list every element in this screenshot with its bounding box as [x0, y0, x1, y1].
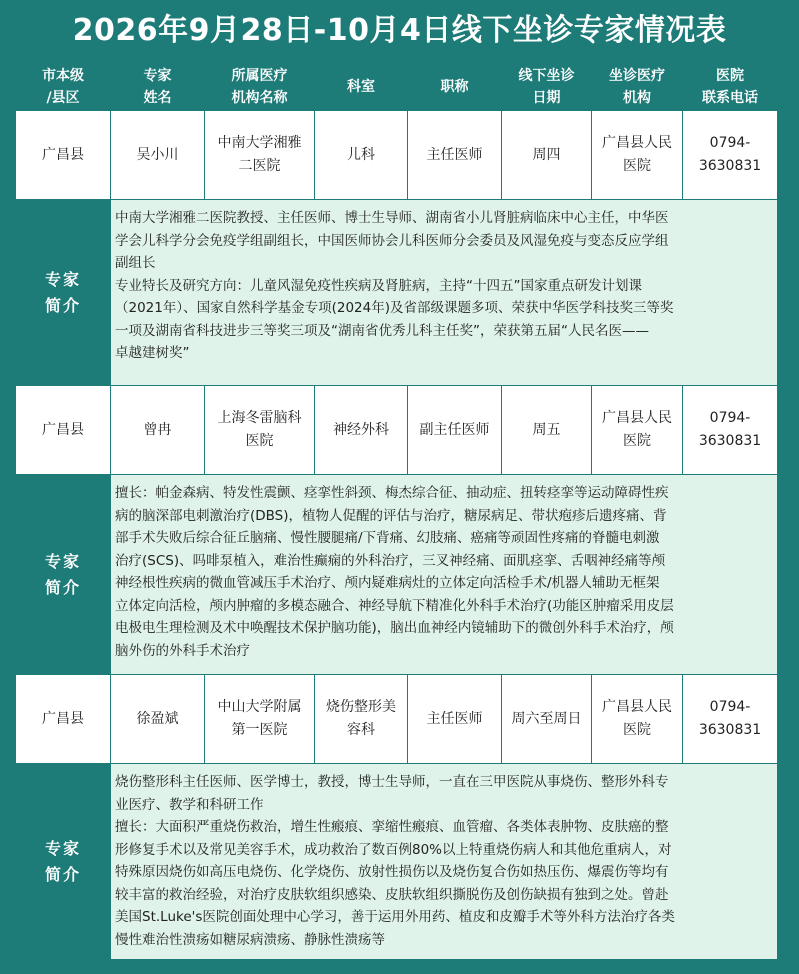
text-line: 神经外科	[333, 421, 389, 438]
intro-label	[16, 475, 111, 675]
header-institution	[205, 63, 315, 111]
county-cell: 广昌县	[16, 386, 111, 475]
text-line: 立体定向活检，颅内肿瘤的多模态融合、神经导航下精准化外科手术治疗(功能区肿瘤采用皮层	[115, 597, 674, 614]
text-line: 医院	[716, 67, 744, 84]
text-line: 广昌县人民	[602, 410, 672, 426]
institution-cell	[205, 675, 315, 764]
header-clinic	[592, 63, 683, 111]
text-line: 慢性难治性溃疡如糖尿病溃疡、静脉性溃疡等	[115, 931, 385, 948]
text-line: 0794-	[709, 135, 751, 151]
text-line: 坐诊医疗	[609, 67, 665, 84]
text-line: 二医院	[238, 158, 281, 174]
text-line: 医院	[623, 722, 651, 738]
text-line: 职称	[440, 78, 469, 95]
text-line: 神经根性疾病的微血管减压手术治疗、颅内疑难病灶的立体定向活检手术/机器人辅助无框架	[115, 575, 660, 591]
text-line: （2021年）、国家自然科学基金专项(2024年)及省部级课题多项、荣获中华医学科技奖三等奖	[115, 300, 674, 316]
intro-label	[16, 764, 111, 960]
text-line: 简介	[44, 295, 81, 315]
date-cell: 周五	[502, 386, 592, 475]
text-line: 专业特长及研究方向：儿童风湿免疫性疾病及肾脏病，主持“十四五”国家重点研发计划课	[115, 277, 642, 294]
text-line: 专家	[44, 838, 81, 858]
department-cell	[315, 386, 408, 475]
expert-name-cell: 吴小川	[111, 111, 205, 200]
text-line: 广昌县人民	[602, 135, 672, 151]
text-line: 电极电生理检测及术中唤醒技术保护脑功能)，脑出血神经内镜辅助下的微创外科手术治疗，颅	[115, 620, 674, 636]
text-line: 3630831	[698, 158, 762, 174]
text-line: 姓名	[143, 89, 172, 106]
text-line: 脑外伤的外科手术治疗	[115, 642, 250, 659]
text-line: 专家	[44, 551, 81, 571]
text-line: 学会儿科学分会免疫学组副组长，中国医师协会儿科医师分会委员及风湿免疫与变态反应学组	[115, 232, 669, 249]
expert-name-cell: 曾冉	[111, 386, 205, 475]
text-line: 机构	[623, 89, 651, 106]
text-line: 副组长	[115, 255, 156, 271]
header-department	[315, 63, 408, 111]
text-line: 特殊原因烧伤如高压电烧伤、化学烧伤、放射性损伤以及烧伤复合伤如热压伤、爆震伤等均有	[115, 864, 669, 880]
expert-intro-row	[16, 764, 778, 960]
clinic-cell	[592, 675, 683, 764]
expert-name-cell: 徐盈斌	[111, 675, 205, 764]
intro-text	[111, 764, 778, 960]
header-expert-name	[111, 63, 205, 111]
text-line: 形修复手术以及常见美容手术，成功救治了数百例80%以上特重烧伤病人和其他危重病人，对	[115, 841, 672, 858]
text-line: 第一医院	[231, 722, 288, 738]
text-line: 擅长：帕金森病、特发性震颤、痉挛性斜颈、梅杰综合征、抽动症、扭转痉挛等运动障碍性疾	[115, 485, 669, 501]
text-line: 中山大学附属	[217, 699, 302, 715]
text-line: 医院	[623, 158, 651, 174]
page-title: 2026年9月28日-10月4日线下坐诊专家情况表	[72, 13, 727, 48]
text-line: 中南大学湘雅二医院教授、主任医师、博士生导师、湖南省小儿肾脏病临床中心主任，中华医	[115, 210, 669, 226]
text-line: 3630831	[698, 722, 762, 738]
text-line: 专家	[143, 67, 172, 84]
intro-text	[111, 475, 778, 675]
county-cell: 广昌县	[16, 111, 111, 200]
text-line: 烧伤整形科主任医师、医学博士，教授，博士生导师，一直在三甲医院从事烧伤、整形外科专	[115, 774, 669, 790]
expert-intro-row	[16, 475, 778, 675]
text-line: 专家	[44, 269, 81, 289]
header-phone	[683, 63, 778, 111]
table-header-row	[16, 63, 778, 111]
text-line: 治疗(SCS)、吗啡泵植入，难治性癫痫的外科治疗，三叉神经痛、面肌痉挛、舌咽神经痛等颅	[115, 552, 666, 569]
text-line: 美国St.Luke's医院创面处理中心学习，善于运用外用药、植皮和皮瓣手术等外科方法治疗各类	[115, 909, 675, 925]
clinic-cell	[592, 111, 683, 200]
text-line: 简介	[44, 864, 81, 884]
text-line: 容科	[347, 722, 375, 738]
title-cell: 副主任医师	[408, 386, 502, 475]
clinic-cell	[592, 386, 683, 475]
text-line: 联系电话	[702, 89, 758, 106]
text-line: 简介	[44, 577, 81, 597]
text-line: 较丰富的救治经验，对治疗皮肤软组织感染、皮肤软组织撕脱伤及创伤缺损有独到之处。曾赴	[115, 886, 669, 903]
intro-text	[111, 200, 778, 386]
table-body	[16, 111, 778, 960]
header-date	[502, 63, 592, 111]
header-county	[16, 63, 111, 111]
expert-row	[16, 675, 778, 764]
intro-label	[16, 200, 111, 386]
text-line: /县区	[46, 89, 80, 106]
expert-row	[16, 111, 778, 200]
phone-cell	[683, 111, 778, 200]
text-line: 业医疗、教学和科研工作	[115, 796, 264, 813]
text-line: 广昌县人民	[602, 699, 672, 715]
text-line: 所属医疗	[231, 67, 288, 84]
text-line: 0794-	[709, 699, 751, 715]
text-line: 一项及湖南省科技进步三等奖三项及“湖南省优秀儿科主任奖”，荣获第五届“人民名医——	[115, 322, 649, 339]
text-line: 儿科	[347, 146, 375, 163]
county-cell: 广昌县	[16, 675, 111, 764]
text-line: 医院	[245, 433, 274, 449]
text-line: 病的脑深部电刺激治疗(DBS)，植物人促醒的评估与治疗，糖尿病足、带状疱疹后遗疼痛、背	[115, 507, 667, 524]
text-line: 0794-	[709, 410, 751, 426]
expert-intro-row	[16, 200, 778, 386]
text-line: 3630831	[698, 433, 762, 449]
text-line: 烧伤整形美	[326, 699, 396, 715]
expert-schedule-table	[15, 62, 778, 960]
text-line: 日期	[532, 89, 561, 106]
date-cell: 周四	[502, 111, 592, 200]
text-line: 医院	[623, 433, 651, 449]
institution-cell	[205, 111, 315, 200]
header-title	[408, 63, 502, 111]
title-cell: 主任医师	[408, 111, 502, 200]
institution-cell	[205, 386, 315, 475]
phone-cell	[683, 386, 778, 475]
text-line: 市本级	[42, 67, 84, 84]
text-line: 部手术失败后综合征丘脑痛、慢性腰腿痛/下背痛、幻肢痛、癌痛等顽固性疼痛的脊髓电刺激	[115, 530, 660, 546]
text-line: 中南大学湘雅	[217, 135, 302, 151]
phone-cell	[683, 675, 778, 764]
text-line: 擅长：大面积严重烧伤救治，增生性瘢痕、挛缩性瘢痕、血管瘤、各类体表肿物、皮肤癌的整	[115, 819, 669, 835]
expert-row	[16, 386, 778, 475]
text-line: 上海冬雷脑科	[217, 410, 302, 426]
title-cell: 主任医师	[408, 675, 502, 764]
department-cell	[315, 675, 408, 764]
text-line: 线下坐诊	[518, 67, 575, 84]
date-cell: 周六至周日	[502, 675, 592, 764]
text-line: 机构名称	[231, 89, 288, 106]
text-line: 科室	[347, 78, 375, 95]
department-cell	[315, 111, 408, 200]
text-line: 卓越建树奖”	[115, 345, 190, 361]
